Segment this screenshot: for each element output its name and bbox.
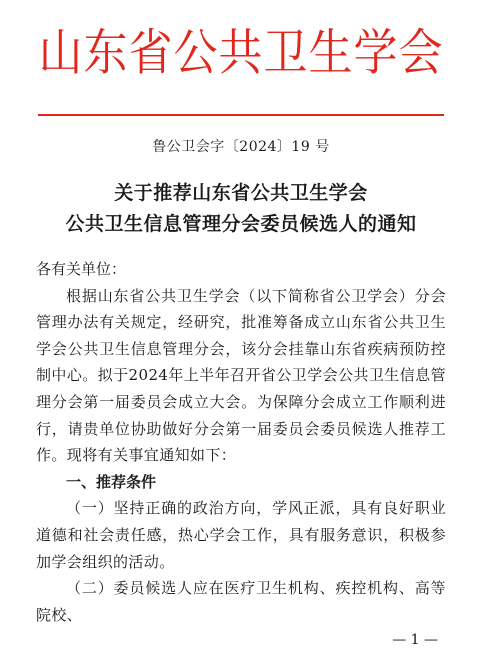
red-header-rule [38,114,444,116]
page-number: — 1 — [392,632,438,648]
document-title [0,178,482,240]
criteria-item-1: （一）坚持正确的政治方向，学风正派，具有良好职业道德和社会责任感，热心学会工作，具有服务意识，积极参加学会组织的活动。 [36,499,446,571]
criteria-item-2: （二）委员候选人应在医疗卫生机构、疾控机构、高等院校、 [36,579,446,624]
section-heading-criteria: 一、推荐条件 [66,472,157,491]
organization-masthead: 山东省公共卫生学会 [38,24,444,82]
title-line-2: 公共卫生信息管理分会委员候选人的通知 [65,213,417,235]
document-body [36,256,446,628]
intro-paragraph: 根据山东省公共卫生学会（以下简称省公卫学会）分会管理办法有关规定，经研究，批准筹备成立山东省公共卫生学会公共卫生信息管理分会，该分会挂靠山东省疾病预防控制中心。拟于2024年上半年召开省公卫学会公共卫生信息管理分会第一届委员会成立大会。为保障分会成立工作顺利进行，请贵单位协助做好分会第一届委员会委员候选人推荐工作。现将有关事宜通知如下： [36,286,446,465]
title-line-1: 关于推荐山东省公共卫生学会 [114,182,368,204]
document-number: 鲁公卫会字〔2024〕19 号 [152,139,330,155]
salutation: 各有关单位： [36,260,127,278]
